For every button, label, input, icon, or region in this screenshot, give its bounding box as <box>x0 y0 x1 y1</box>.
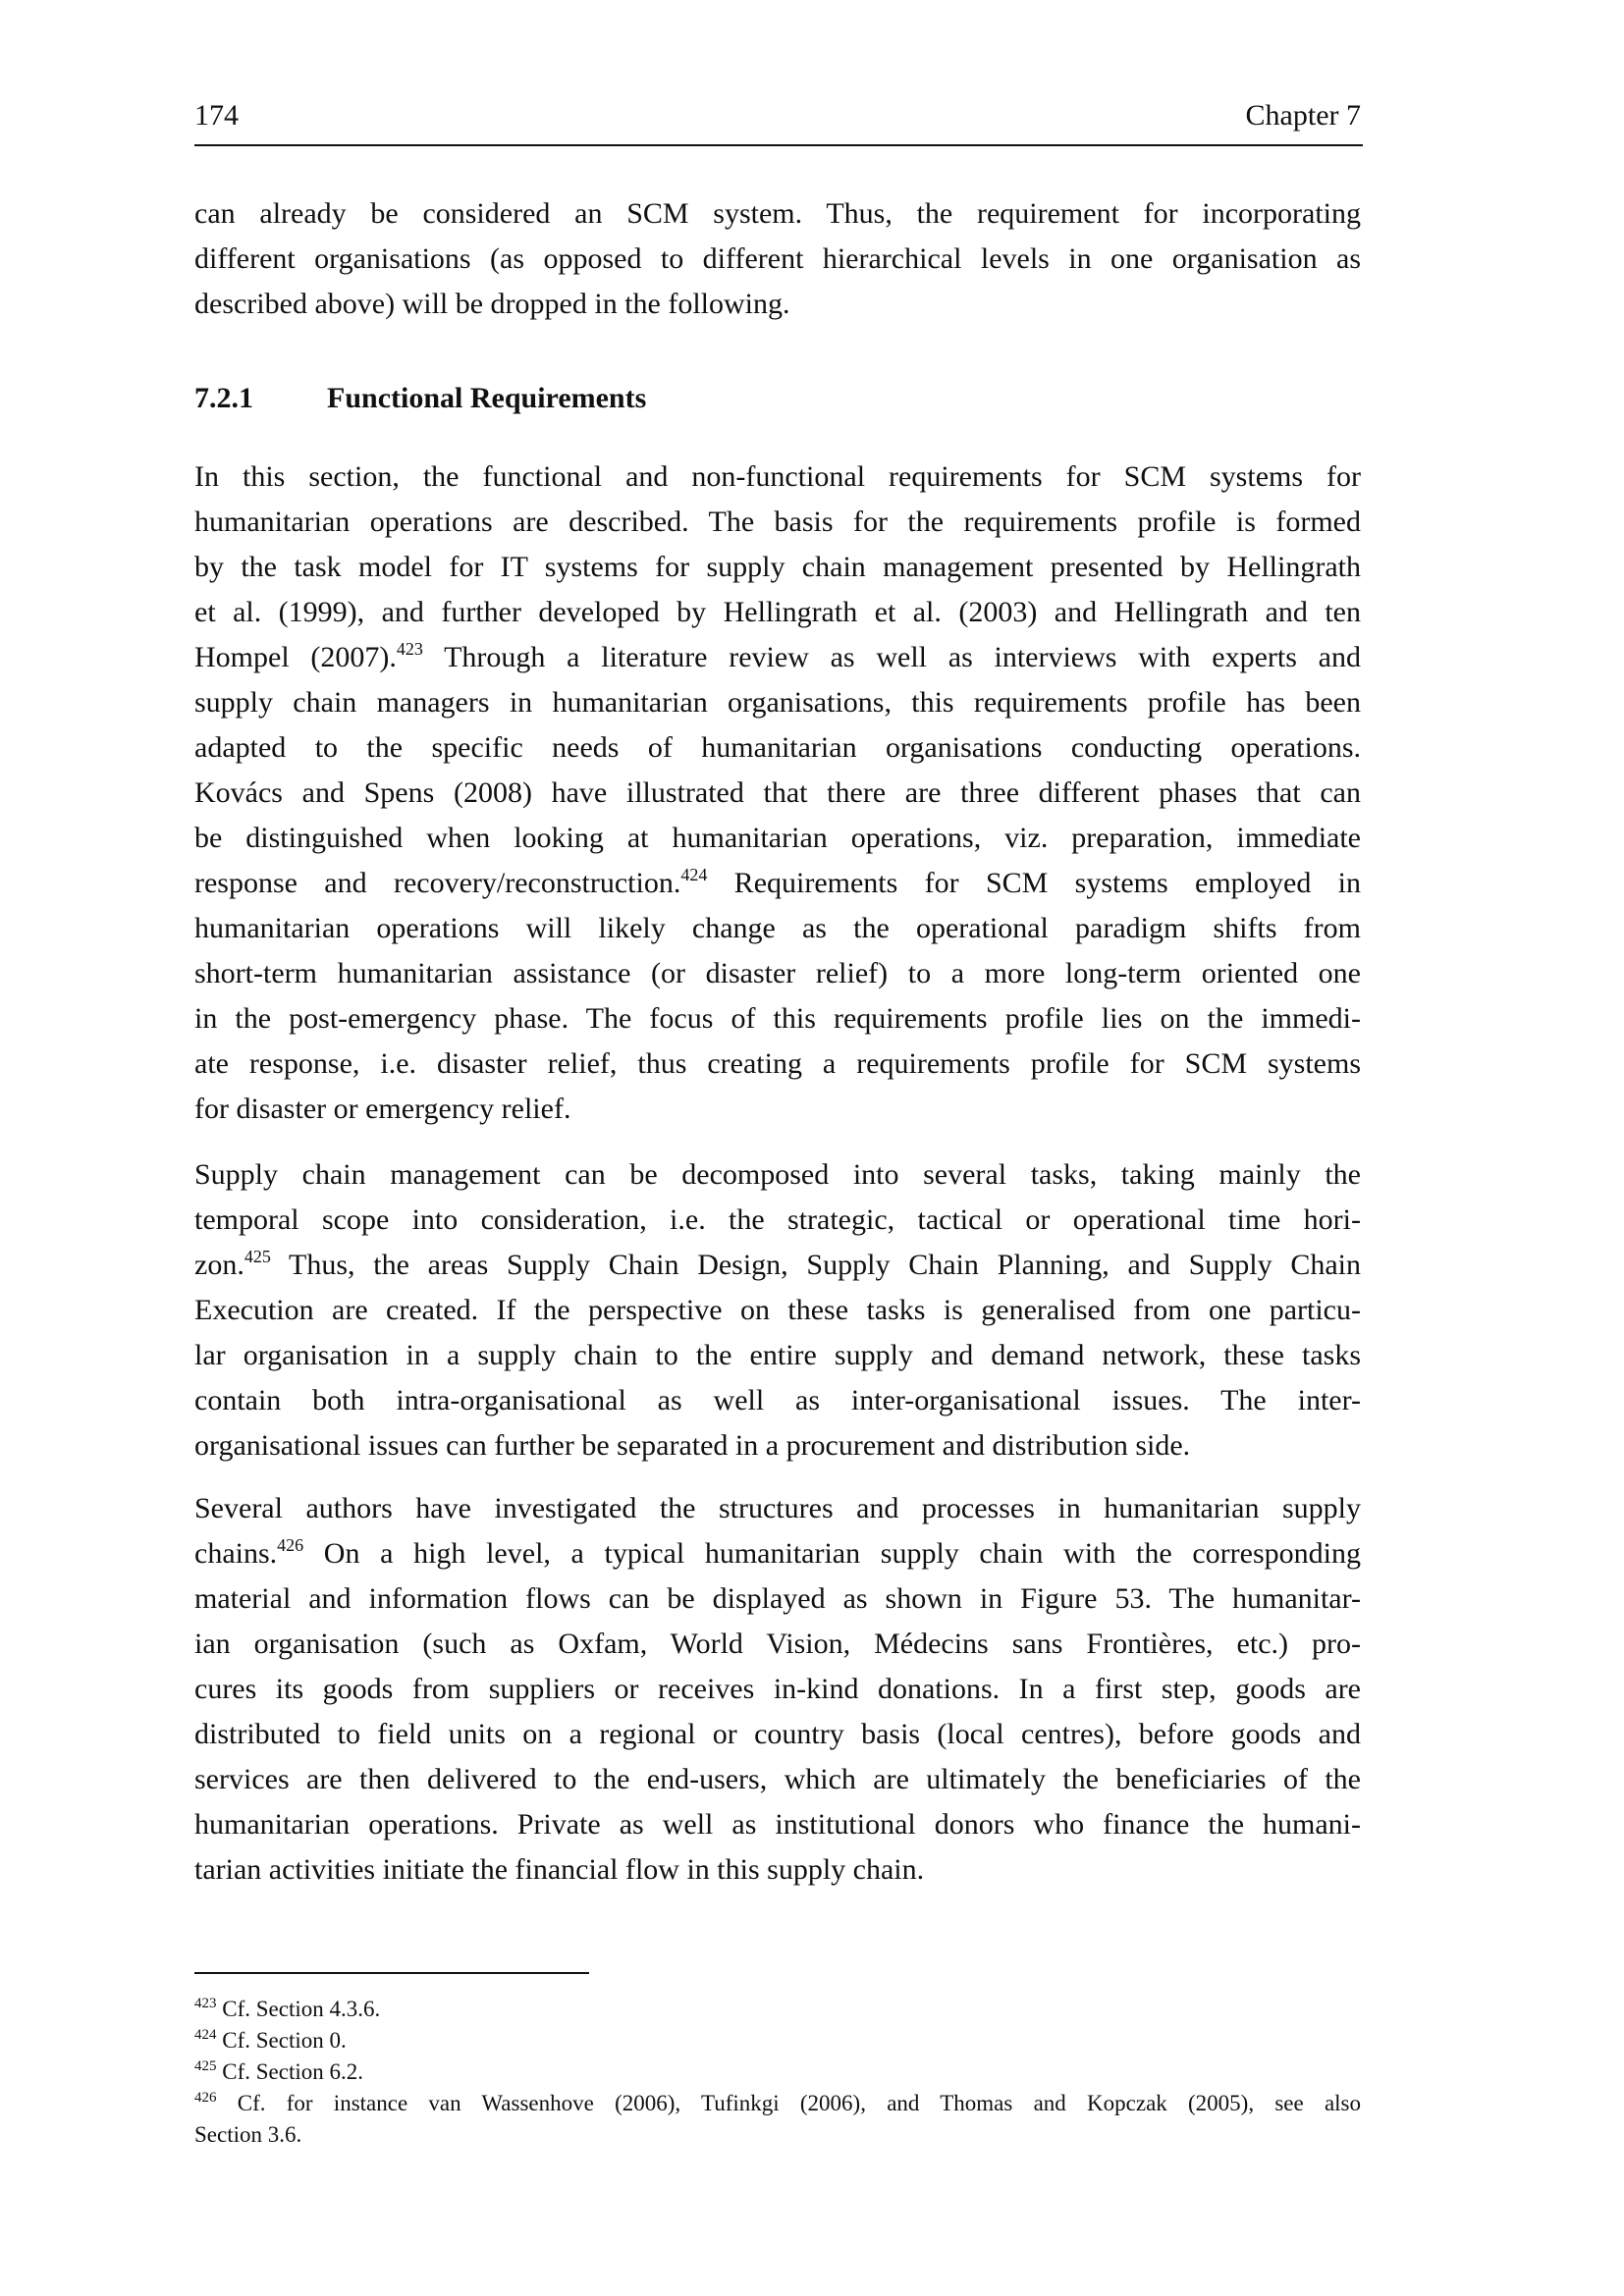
section-title: Functional Requirements <box>327 382 647 414</box>
footnote-line: $^{423}$ Cf. Section 4.3.6. <box>194 1996 381 2021</box>
text-line: humanitarian operations are described. The basis for the requirements profile is formed <box>194 506 1361 538</box>
footnote-marker: 426 <box>194 2090 217 2106</box>
text-line: material and information flows can be displayed as shown in Figure 53. The humanitar- <box>194 1582 1361 1615</box>
footnote-line: $^{424}$ Cf. Section 0. <box>194 2027 347 2053</box>
text-line: temporal scope into consideration, i.e. the strategic, tactical or operational time hori- <box>194 1203 1361 1236</box>
text-line: be distinguished when looking at humanitarian operations, viz. preparation, immediate <box>194 822 1361 854</box>
footnote-marker: 426 <box>277 1535 304 1555</box>
section-number: 7.2.1 <box>194 382 253 414</box>
text-line: response and recovery/reconstruction.$^{424}$ Requirements for SCM systems employed in <box>194 865 1362 899</box>
text-line: chains.$^{426}$ On a high level, a typical humanitarian supply chain with the corresponding <box>194 1535 1361 1570</box>
paragraph-1 <box>194 191 1361 327</box>
text-line: lar organisation in a supply chain to the entire supply and demand network, these tasks <box>194 1339 1361 1371</box>
footnote-marker: 425 <box>194 2058 217 2074</box>
text-line: cures its goods from suppliers or receives in-kind donations. In a first step, goods are <box>194 1673 1361 1705</box>
header-rule <box>194 144 1363 146</box>
footnote-marker: 425 <box>244 1247 271 1266</box>
text-line: contain both intra-organisational as well as inter-organisational issues. The inter- <box>194 1384 1361 1416</box>
footnote-marker: 423 <box>194 1996 217 2011</box>
text-line: Execution are created. If the perspective on these tasks is generalised from one particu- <box>194 1294 1361 1326</box>
text-line: ate response, i.e. disaster relief, thus creating a requirements profile for SCM systems <box>194 1047 1361 1080</box>
text-line: organisational issues can further be separated in a procurement and distribution side. <box>194 1429 1191 1462</box>
text-line: et al. (1999), and further developed by Hellingrath et al. (2003) and Hellingrath and ten <box>194 596 1361 628</box>
text-line: zon.$^{425}$ Thus, the areas Supply Chain Design, Supply Chain Planning, and Supply Chain <box>194 1247 1361 1281</box>
text-line: for disaster or emergency relief. <box>194 1093 571 1125</box>
text-line: In this section, the functional and non-functional requirements for SCM systems for <box>194 460 1361 493</box>
text-line: can already be considered an SCM system. Thus, the requirement for incorporating <box>194 197 1361 230</box>
text-line: by the task model for IT systems for supply chain management presented by Hellingrath <box>194 551 1361 583</box>
text-line: adapted to the specific needs of humanitarian organisations conducting operations. <box>194 731 1361 764</box>
text-line: short-term humanitarian assistance (or disaster relief) to a more long-term oriented one <box>194 957 1361 989</box>
chapter-label: Chapter 7 <box>1245 99 1361 132</box>
text-line: in the post-emergency phase. The focus of this requirements profile lies on the immedi- <box>194 1002 1361 1035</box>
footnote-marker: 424 <box>194 2027 217 2043</box>
footnote-marker: 423 <box>396 639 423 659</box>
paragraph-2 <box>194 454 1361 1132</box>
footnote-marker: 424 <box>680 865 708 884</box>
text-line: humanitarian operations will likely change as the operational paradigm shifts from <box>194 912 1361 944</box>
text-line: ian organisation (such as Oxfam, World Vision, Médecins sans Frontières, etc.) pro- <box>194 1628 1361 1660</box>
footnote-line: Section 3.6. <box>194 2122 302 2147</box>
text-line: humanitarian operations. Private as well as institutional donors who finance the humani- <box>194 1808 1361 1841</box>
text-line: services are then delivered to the end-users, which are ultimately the beneficiaries of the <box>194 1763 1361 1795</box>
paragraph-4 <box>194 1486 1361 1893</box>
text-line: Kovács and Spens (2008) have illustrated that there are three different phases that can <box>194 776 1361 809</box>
text-line: Several authors have investigated the structures and processes in humanitarian supply <box>194 1492 1361 1524</box>
footnote-line: $^{426}$ Cf. for instance van Wassenhove (2006), Tufinkgi (2006), and Thomas and Kopczak (2005), see also <box>194 2090 1361 2115</box>
text-line: Hompel (2007).$^{423}$ Through a literature review as well as interviews with experts and <box>194 639 1361 673</box>
footnote-separator <box>194 1972 589 1974</box>
text-line: different organisations (as opposed to different hierarchical levels in one organisation as <box>194 242 1361 275</box>
text-line: distributed to field units on a regional or country basis (local centres), before goods and <box>194 1718 1361 1750</box>
footnote-line: $^{425}$ Cf. Section 6.2. <box>194 2058 363 2084</box>
text-line: Supply chain management can be decomposed into several tasks, taking mainly the <box>194 1158 1361 1191</box>
paragraph-3 <box>194 1152 1361 1468</box>
text-line: tarian activities initiate the financial flow in this supply chain. <box>194 1853 925 1886</box>
page-number: 174 <box>194 99 239 132</box>
text-line: described above) will be dropped in the following. <box>194 288 790 320</box>
text-line: supply chain managers in humanitarian organisations, this requirements profile has been <box>194 686 1361 719</box>
footnotes <box>194 1994 1361 2151</box>
